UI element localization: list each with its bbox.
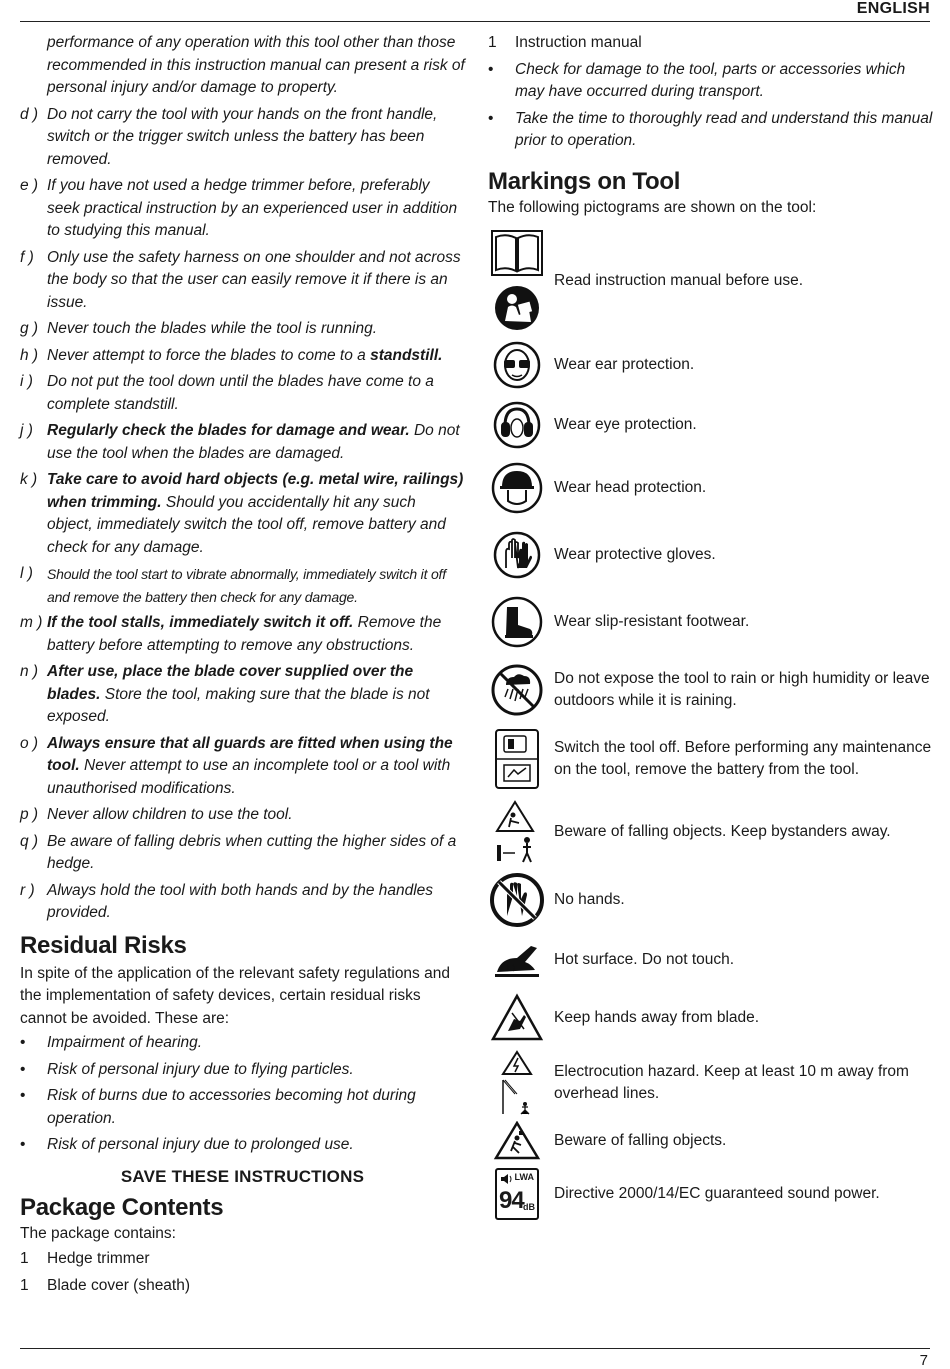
list-item-text [47, 247, 465, 315]
list-item [20, 420, 465, 465]
marking-item [488, 798, 933, 866]
list-item [20, 880, 465, 925]
list-item-marker: j ) [20, 422, 33, 439]
list-item-text-part: Never allow children to use the tool. [47, 806, 293, 823]
list-item-text-part: If you have not used a hedge trimmer before, preferably seek practical instruction by an experienced user in addition to studying this manual. [47, 177, 458, 239]
gloves-icon [488, 530, 546, 580]
bullet-text: Impairment of hearing. [47, 1034, 203, 1051]
bullet-marker: • [488, 60, 494, 78]
list-item-text [47, 563, 465, 608]
list-item [20, 612, 465, 657]
package-item [20, 1248, 465, 1271]
bullet-marker: • [20, 1060, 26, 1078]
list-item-text [47, 175, 465, 243]
list-item-text [47, 104, 465, 172]
list-item-marker: e ) [20, 177, 39, 194]
list-item [20, 247, 465, 315]
marking-item [488, 662, 933, 718]
list-item-text-part: Do not put the tool down until the blades have come to a complete standstill. [47, 373, 434, 413]
marking-text: Wear ear protection. [554, 355, 695, 373]
list-item [20, 104, 465, 172]
list-item [20, 563, 465, 608]
electrocution-icon [488, 1050, 546, 1116]
bullet-item [20, 1032, 465, 1055]
no-hands-icon [488, 872, 546, 928]
list-item-marker: m ) [20, 614, 43, 631]
marking-text: Wear head protection. [554, 478, 707, 496]
sound-power-unit: dB [523, 1202, 535, 1212]
bullet-text: Check for damage to the tool, parts or accessories which may have occurred during transport. [515, 60, 906, 100]
marking-text: Directive 2000/14/EC guaranteed sound power. [554, 1184, 880, 1202]
language-label: ENGLISH [856, 0, 930, 17]
list-item-text-part: Should the tool start to vibrate abnormally, immediately switch it off and remove the battery then check for any damage. [47, 566, 446, 605]
bullet-item [488, 108, 933, 153]
list-item-text-part: Should you accidentally hit any such object, immediately switch the tool off, remove battery and check for any damage. [47, 493, 446, 556]
package-contents-heading: Package Contents [20, 1193, 224, 1221]
marking-text: Switch the tool off. Before performing any maintenance on the tool, remove the battery from the tool. [554, 738, 932, 778]
marking-item [488, 1166, 933, 1222]
left-column [20, 32, 465, 1301]
list-item-marker: d ) [20, 105, 39, 123]
top-divider [20, 21, 930, 22]
list-item-text-part: Do not carry the tool with your hands on the front handle, switch or the trigger switch unless the battery has been removed. [47, 105, 438, 168]
package-item [20, 1275, 465, 1298]
list-item-marker: n ) [20, 663, 39, 680]
ear-muffs-icon [488, 400, 546, 450]
read-manual-icon [488, 229, 546, 333]
list-item [20, 345, 465, 368]
package-item-qty: 1 [20, 1250, 29, 1267]
bullet-marker: • [20, 1087, 26, 1104]
marking-text: Beware of falling objects. [554, 1131, 727, 1149]
list-item-text [47, 661, 465, 729]
list-item-emphasis: Always ensure that all guards are fitted when using the tool. [47, 734, 453, 774]
residual-risks-heading: Residual Risks [20, 931, 187, 959]
marking-item [488, 528, 933, 582]
residual-risks-intro: In spite of the application of the relevant safety regulations and the implementation of safety devices, certain residual risks cannot be avoided. These are: [20, 964, 450, 1027]
list-item [20, 661, 465, 729]
marking-item [488, 992, 933, 1044]
bullet-text: Take the time to thoroughly read and understand this manual prior to operation. [515, 109, 933, 149]
right-column [488, 32, 933, 219]
bullet-marker: • [20, 1136, 26, 1153]
list-item-text [47, 318, 465, 341]
list-item-marker: h ) [20, 346, 39, 364]
marking-text: No hands. [554, 890, 625, 908]
marking-item [488, 938, 933, 982]
bullet-text: Risk of personal injury due to flying particles. [47, 1060, 354, 1078]
marking-text: Wear slip-resistant footwear. [554, 612, 750, 630]
marking-item [488, 594, 933, 650]
package-item-qty: 1 [488, 34, 497, 51]
list-item-continued [20, 32, 465, 100]
marking-text: Hot surface. Do not touch. [554, 950, 735, 968]
marking-text: Electrocution hazard. Keep at least 10 m away from overhead lines. [554, 1062, 909, 1102]
bottom-divider [20, 1348, 930, 1349]
list-item-marker: r ) [20, 881, 35, 899]
goggles-icon [488, 340, 546, 390]
sound-lwa-label: LWA [514, 1172, 534, 1182]
list-item-text-part: Never attempt to use an incomplete tool or a tool with unauthorised modifications. [47, 757, 451, 797]
marking-text: Wear eye protection. [554, 415, 697, 433]
list-item-emphasis: After use, place the blade cover supplied over the blades. [47, 663, 414, 703]
list-item-text-part: Remove the battery before attempting to remove any obstructions. [47, 614, 442, 654]
marking-text: Do not expose the tool to rain or high humidity or leave outdoors while it is raining. [554, 669, 930, 709]
list-item-text [47, 345, 465, 368]
marking-item [488, 460, 933, 516]
list-item-text [47, 371, 465, 416]
package-contents-intro: The package contains: [20, 1224, 176, 1242]
marking-text: Read instruction manual before use. [554, 271, 804, 289]
list-item-marker: q ) [20, 832, 39, 850]
list-item-text-part: Always hold the tool with both hands and by the handles provided. [47, 881, 434, 921]
bullet-text: Risk of personal injury due to prolonged use. [47, 1136, 354, 1153]
sound-power-icon [488, 1168, 546, 1220]
page-number: 7 [919, 1352, 928, 1369]
marking-item [488, 726, 933, 792]
list-item-text-part: Store the tool, making sure that the blade is not exposed. [47, 685, 430, 725]
sound-power-value: 94 [499, 1187, 524, 1214]
list-item-text: performance of any operation with this tool other than those recommended in this instruction manual can present a risk of personal injury and/or damage to property. [47, 34, 465, 96]
boot-icon [488, 595, 546, 649]
list-item-text-part: Be aware of falling debris when cutting the higher sides of a hedge. [47, 832, 457, 872]
list-item-text [47, 880, 465, 925]
marking-text: Keep hands away from blade. [554, 1008, 760, 1026]
list-item-emphasis: Take care to avoid hard objects (e.g. metal wire, railings) when trimming. [47, 471, 464, 511]
list-item-text-part: Only use the safety harness on one shoulder and not across the body so that the user can easily remove it if there is an issue. [47, 248, 461, 311]
transport-checks-list [488, 59, 933, 153]
save-instructions-label: SAVE THESE INSTRUCTIONS [120, 1166, 365, 1186]
package-item [488, 32, 933, 55]
list-item [20, 733, 465, 801]
marking-text: Beware of falling objects. Keep bystanders away. [554, 822, 891, 840]
list-item-text [47, 733, 465, 801]
list-item-emphasis: If the tool stalls, immediately switch it off. [47, 614, 354, 631]
list-item-emphasis: Regularly check the blades for damage and wear. [47, 422, 410, 439]
list-item-marker: g ) [20, 320, 39, 337]
list-item-marker: i ) [20, 373, 33, 390]
helmet-icon [488, 461, 546, 515]
list-item [20, 469, 465, 559]
list-item [20, 371, 465, 416]
package-item-qty: 1 [20, 1276, 29, 1294]
list-item-marker: f ) [20, 248, 34, 266]
bullet-marker: • [488, 109, 494, 127]
list-item [20, 831, 465, 876]
safety-list [20, 104, 465, 925]
battery-remove-icon [488, 728, 546, 790]
list-item-text [47, 804, 465, 827]
hot-surface-icon [488, 940, 546, 980]
bullet-text: Risk of burns due to accessories becoming hot during operation. [47, 1087, 416, 1127]
marking-item [488, 400, 933, 450]
marking-item [488, 1050, 933, 1116]
list-item [20, 804, 465, 827]
package-item-text: Hedge trimmer [47, 1250, 150, 1267]
bystanders-icon [488, 799, 546, 865]
list-item-text [47, 420, 465, 465]
list-item-text [47, 469, 465, 559]
no-rain-icon [488, 663, 546, 717]
markings-heading: Markings on Tool [488, 167, 681, 195]
markings-intro: The following pictograms are shown on the tool: [488, 198, 817, 216]
bullet-item [20, 1059, 465, 1082]
package-item-text: Instruction manual [515, 34, 642, 51]
marking-item [488, 1120, 933, 1162]
marking-item [488, 340, 933, 390]
list-item-marker: o ) [20, 734, 39, 752]
list-item-text [47, 612, 465, 657]
marking-text: Wear protective gloves. [554, 545, 716, 563]
list-item [20, 175, 465, 243]
list-item-text-part: Do not use the tool when the blades are damaged. [47, 422, 460, 462]
residual-risks-list [20, 1032, 465, 1157]
list-item-text-part: Never attempt to force the blades to come to a [47, 346, 371, 364]
list-item-text-part: Never touch the blades while the tool is running. [47, 320, 378, 337]
list-item-marker: l ) [20, 565, 33, 582]
bullet-item [488, 59, 933, 104]
bullet-item [20, 1085, 465, 1130]
list-item-marker: p ) [20, 806, 39, 823]
marking-item [488, 872, 933, 928]
marking-item [488, 226, 933, 336]
list-item-marker: k ) [20, 471, 38, 488]
bullet-item [20, 1134, 465, 1157]
list-item-text [47, 831, 465, 876]
package-item-text: Blade cover (sheath) [47, 1276, 191, 1294]
list-item [20, 318, 465, 341]
blade-hand-icon [488, 993, 546, 1043]
bullet-marker: • [20, 1034, 26, 1051]
package-list [20, 1248, 465, 1297]
falling-objects-icon [488, 1121, 546, 1161]
list-item-emphasis: standstill. [370, 346, 443, 364]
